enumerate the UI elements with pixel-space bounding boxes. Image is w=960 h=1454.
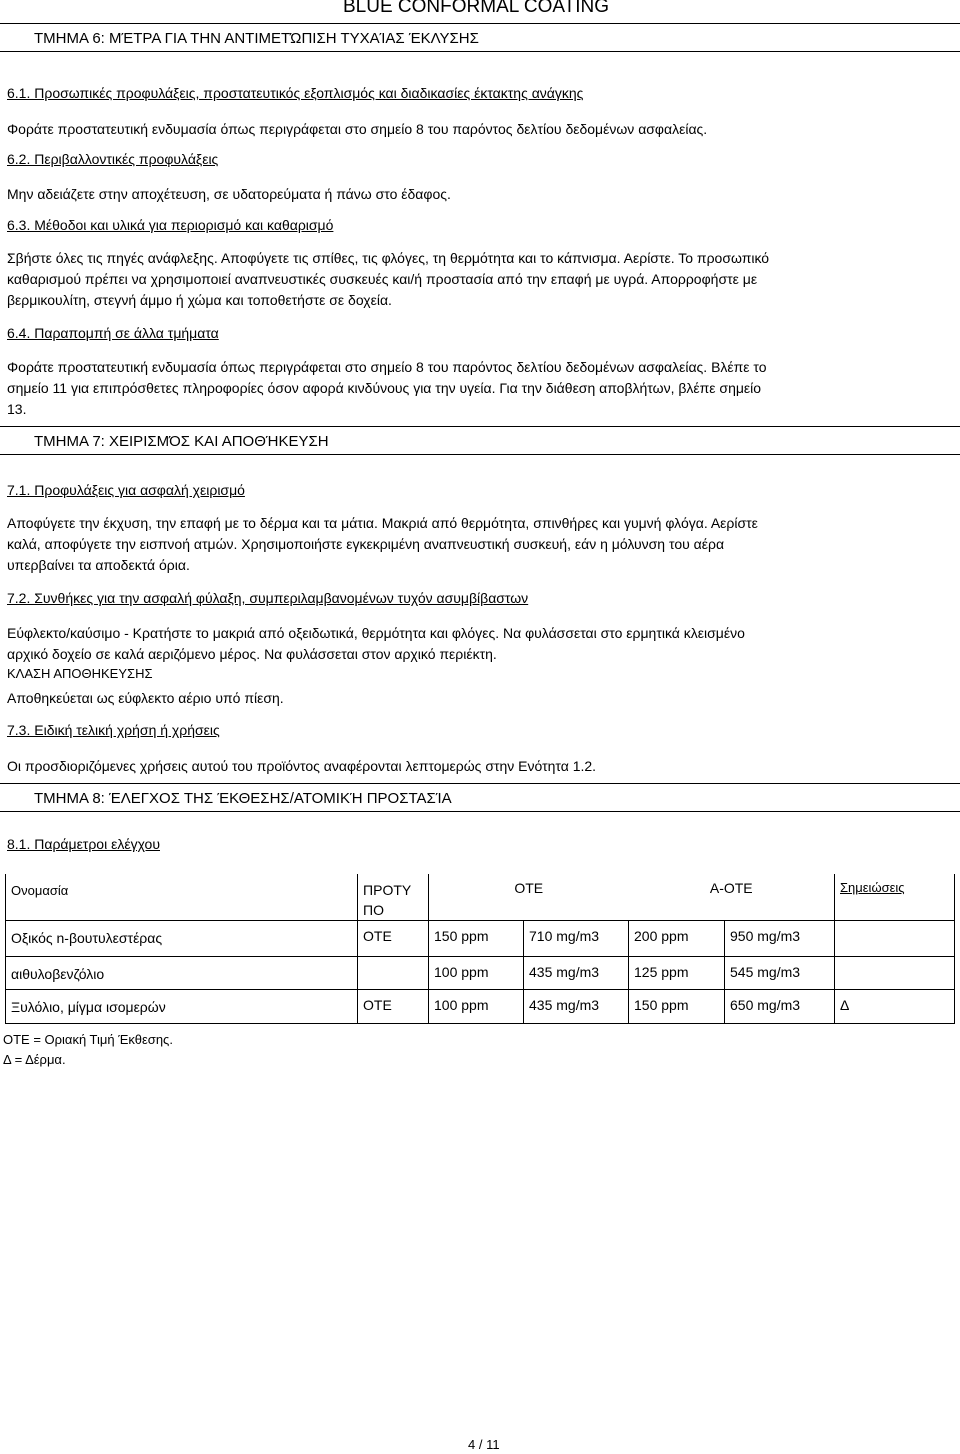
header-standard-line: ΠΡΟΤΥ bbox=[363, 882, 412, 898]
paragraph-7-1 bbox=[7, 513, 953, 576]
cell-name: αιθυλοβενζόλιο bbox=[6, 957, 358, 990]
cell-aote-ppm: 150 ppm bbox=[629, 990, 725, 1024]
subsection-7-2-heading: 7.2. Συνθήκες για την ασφαλή φύλαξη, συμπεριλαμβανομένων τυχόν ασυμβίβαστων bbox=[7, 590, 529, 606]
header-notes: Σημειώσεις bbox=[835, 874, 955, 921]
header-ote: ΟΤΕ bbox=[429, 874, 629, 921]
paragraph-line: βερμικουλίτη, στεγνή άμμο ή χώμα και τοποθετήστε σε δοχεία. bbox=[7, 292, 392, 308]
paragraph-line: Σβήστε όλες τις πηγές ανάφλεξης. Αποφύγετε τις σπίθες, τις φλόγες, τη θερμότητα και το κάπνισμα. Αερίστε. Το προσωπικό bbox=[7, 250, 770, 266]
paragraph-line: καλά, αποφύγετε την εισπνοή ατμών. Χρησιμοποιήστε εγκεκριμένη αναπνευστική συσκευή, εάν η μόλυνση του αέρα bbox=[7, 536, 725, 552]
cell-notes: Δ bbox=[835, 990, 955, 1024]
section-8-title: ΤΜΗΜΑ 8: ΈΛΕΓΧΟΣ ΤΗΣ ΈΚΘΕΣΗΣ/ΑΤΟΜΙΚΉ ΠΡΟΣΤΑΣΊΑ bbox=[34, 790, 452, 807]
section-8-bar bbox=[0, 783, 960, 812]
cell-ote-ppm: 150 ppm bbox=[429, 921, 524, 957]
subsection-6-1-heading: 6.1. Προσωπικές προφυλάξεις, προστατευτικός εξοπλισμός και διαδικασίες έκτακτης ανάγκης bbox=[7, 85, 584, 101]
section-7-bar bbox=[0, 426, 960, 455]
paragraph-6-2: Μην αδειάζετε στην αποχέτευση, σε υδατορεύματα ή πάνω στο έδαφος. bbox=[7, 186, 451, 202]
header-name: Ονομασία bbox=[6, 874, 358, 921]
header-aote: Α-ΟΤΕ bbox=[629, 874, 835, 921]
paragraph-line: σημείο 11 για επιπρόσθετες πληροφορίες όσον αφορά κινδύνους για την υγεία. Για την διάθεση αποβλήτων, βλέπε σημείο bbox=[7, 380, 762, 396]
paragraph-line: καθαρισμού πρέπει να χρησιμοποιεί αναπνευστικές συσκευές και/ή προστασία από την επαφή με υγρά. Απορροφήστε με bbox=[7, 271, 758, 287]
cell-ote-ppm: 100 ppm bbox=[429, 957, 524, 990]
cell-ote-mg: 710 mg/m3 bbox=[524, 921, 629, 957]
cell-standard bbox=[358, 957, 429, 990]
subsection-6-3-heading: 6.3. Μέθοδοι και υλικά για περιορισμό και καθαρισμό bbox=[7, 217, 334, 233]
section-6-title: ΤΜΗΜΑ 6: ΜΈΤΡΑ ΓΙΑ ΤΗΝ ΑΝΤΙΜΕΤΏΠΙΣΗ ΤΥΧΑΊΑΣ ΈΚΛΥΣΗΣ bbox=[34, 30, 479, 47]
paragraph-line: Αποφύγετε την έκχυση, την επαφή με το δέρμα και τα μάτια. Μακριά από θερμότητα, σπινθήρες και γυμνή φλόγα. Αερίστε bbox=[7, 515, 758, 531]
document-title: BLUE CONFORMAL COATING bbox=[343, 0, 610, 17]
table-row bbox=[6, 957, 955, 990]
cell-aote-mg: 650 mg/m3 bbox=[725, 990, 835, 1024]
subsection-8-1-heading: 8.1. Παράμετροι ελέγχου bbox=[7, 836, 160, 852]
cell-name: Οξικός n-βουτυλεστέρας bbox=[6, 921, 358, 957]
subsection-6-2-heading: 6.2. Περιβαλλοντικές προφυλάξεις bbox=[7, 151, 219, 167]
page-number: 4 / 11 bbox=[468, 1437, 500, 1452]
table-row bbox=[6, 921, 955, 957]
subsection-7-3-heading: 7.3. Ειδική τελική χρήση ή χρήσεις bbox=[7, 722, 220, 738]
subsection-6-4-heading: 6.4. Παραπομπή σε άλλα τμήματα bbox=[7, 325, 219, 341]
cell-ote-mg: 435 mg/m3 bbox=[524, 990, 629, 1024]
paragraph-7-3: Οι προσδιοριζόμενες χρήσεις αυτού του προϊόντος αναφέρονται λεπτομερώς στην Ενότητα 1.2. bbox=[7, 758, 597, 774]
paragraph-6-3 bbox=[7, 248, 953, 311]
section-6-bar bbox=[0, 23, 960, 52]
cell-notes bbox=[835, 921, 955, 957]
cell-aote-ppm: 125 ppm bbox=[629, 957, 725, 990]
cell-aote-mg: 545 mg/m3 bbox=[725, 957, 835, 990]
cell-standard: ΟΤΕ bbox=[358, 990, 429, 1024]
paragraph-7-2 bbox=[7, 623, 953, 665]
cell-name: Ξυλόλιο, μίγμα ισομερών bbox=[6, 990, 358, 1024]
cell-notes bbox=[835, 957, 955, 990]
cell-ote-mg: 435 mg/m3 bbox=[524, 957, 629, 990]
section-7-title: ΤΜΗΜΑ 7: ΧΕΙΡΙΣΜΌΣ ΚΑΙ ΑΠΟΘΉΚΕΥΣΗ bbox=[34, 433, 329, 450]
exposure-limits-table bbox=[5, 874, 955, 1024]
paragraph-line: υπερβαίνει τα αποδεκτά όρια. bbox=[7, 557, 190, 573]
paragraph-6-1: Φοράτε προστατευτική ενδυμασία όπως περιγράφεται στο σημείο 8 του παρόντος δελτίου δεδομένων ασφαλείας. bbox=[7, 121, 708, 137]
storage-class-label: ΚΛΑΣΗ ΑΠΟΘΗΚΕΥΣΗΣ bbox=[7, 666, 153, 681]
cell-ote-ppm: 100 ppm bbox=[429, 990, 524, 1024]
paragraph-line: Εύφλεκτο/καύσιμο - Κρατήστε το μακριά από οξειδωτικά, θερμότητα και φλόγες. Να φυλάσσεται στο ερμητικά κλεισμένο bbox=[7, 625, 745, 641]
paragraph-line: 13. bbox=[7, 401, 27, 417]
legend-note-ote: ΟΤΕ = Οριακή Τιμή Έκθεσης. bbox=[3, 1032, 173, 1047]
storage-class-text: Αποθηκεύεται ως εύφλεκτο αέριο υπό πίεση. bbox=[7, 690, 284, 706]
table-row bbox=[6, 990, 955, 1024]
cell-standard: ΟΤΕ bbox=[358, 921, 429, 957]
cell-aote-ppm: 200 ppm bbox=[629, 921, 725, 957]
paragraph-line: Φοράτε προστατευτική ενδυμασία όπως περιγράφεται στο σημείο 8 του παρόντος δελτίου δεδομένων ασφαλείας. Βλέπε το bbox=[7, 359, 767, 375]
cell-aote-mg: 950 mg/m3 bbox=[725, 921, 835, 957]
paragraph-line: αρχικό δοχείο σε καλά αεριζόμενο μέρος. Να φυλάσσεται στον αρχικό περιέκτη. bbox=[7, 646, 497, 662]
subsection-7-1-heading: 7.1. Προφυλάξεις για ασφαλή χειρισμό bbox=[7, 482, 245, 498]
legend-note-skin: Δ = Δέρμα. bbox=[3, 1052, 66, 1067]
header-standard bbox=[358, 874, 429, 921]
header-standard-line: ΠΟ bbox=[363, 902, 384, 918]
paragraph-6-4 bbox=[7, 357, 953, 420]
table-header-row bbox=[6, 874, 955, 921]
